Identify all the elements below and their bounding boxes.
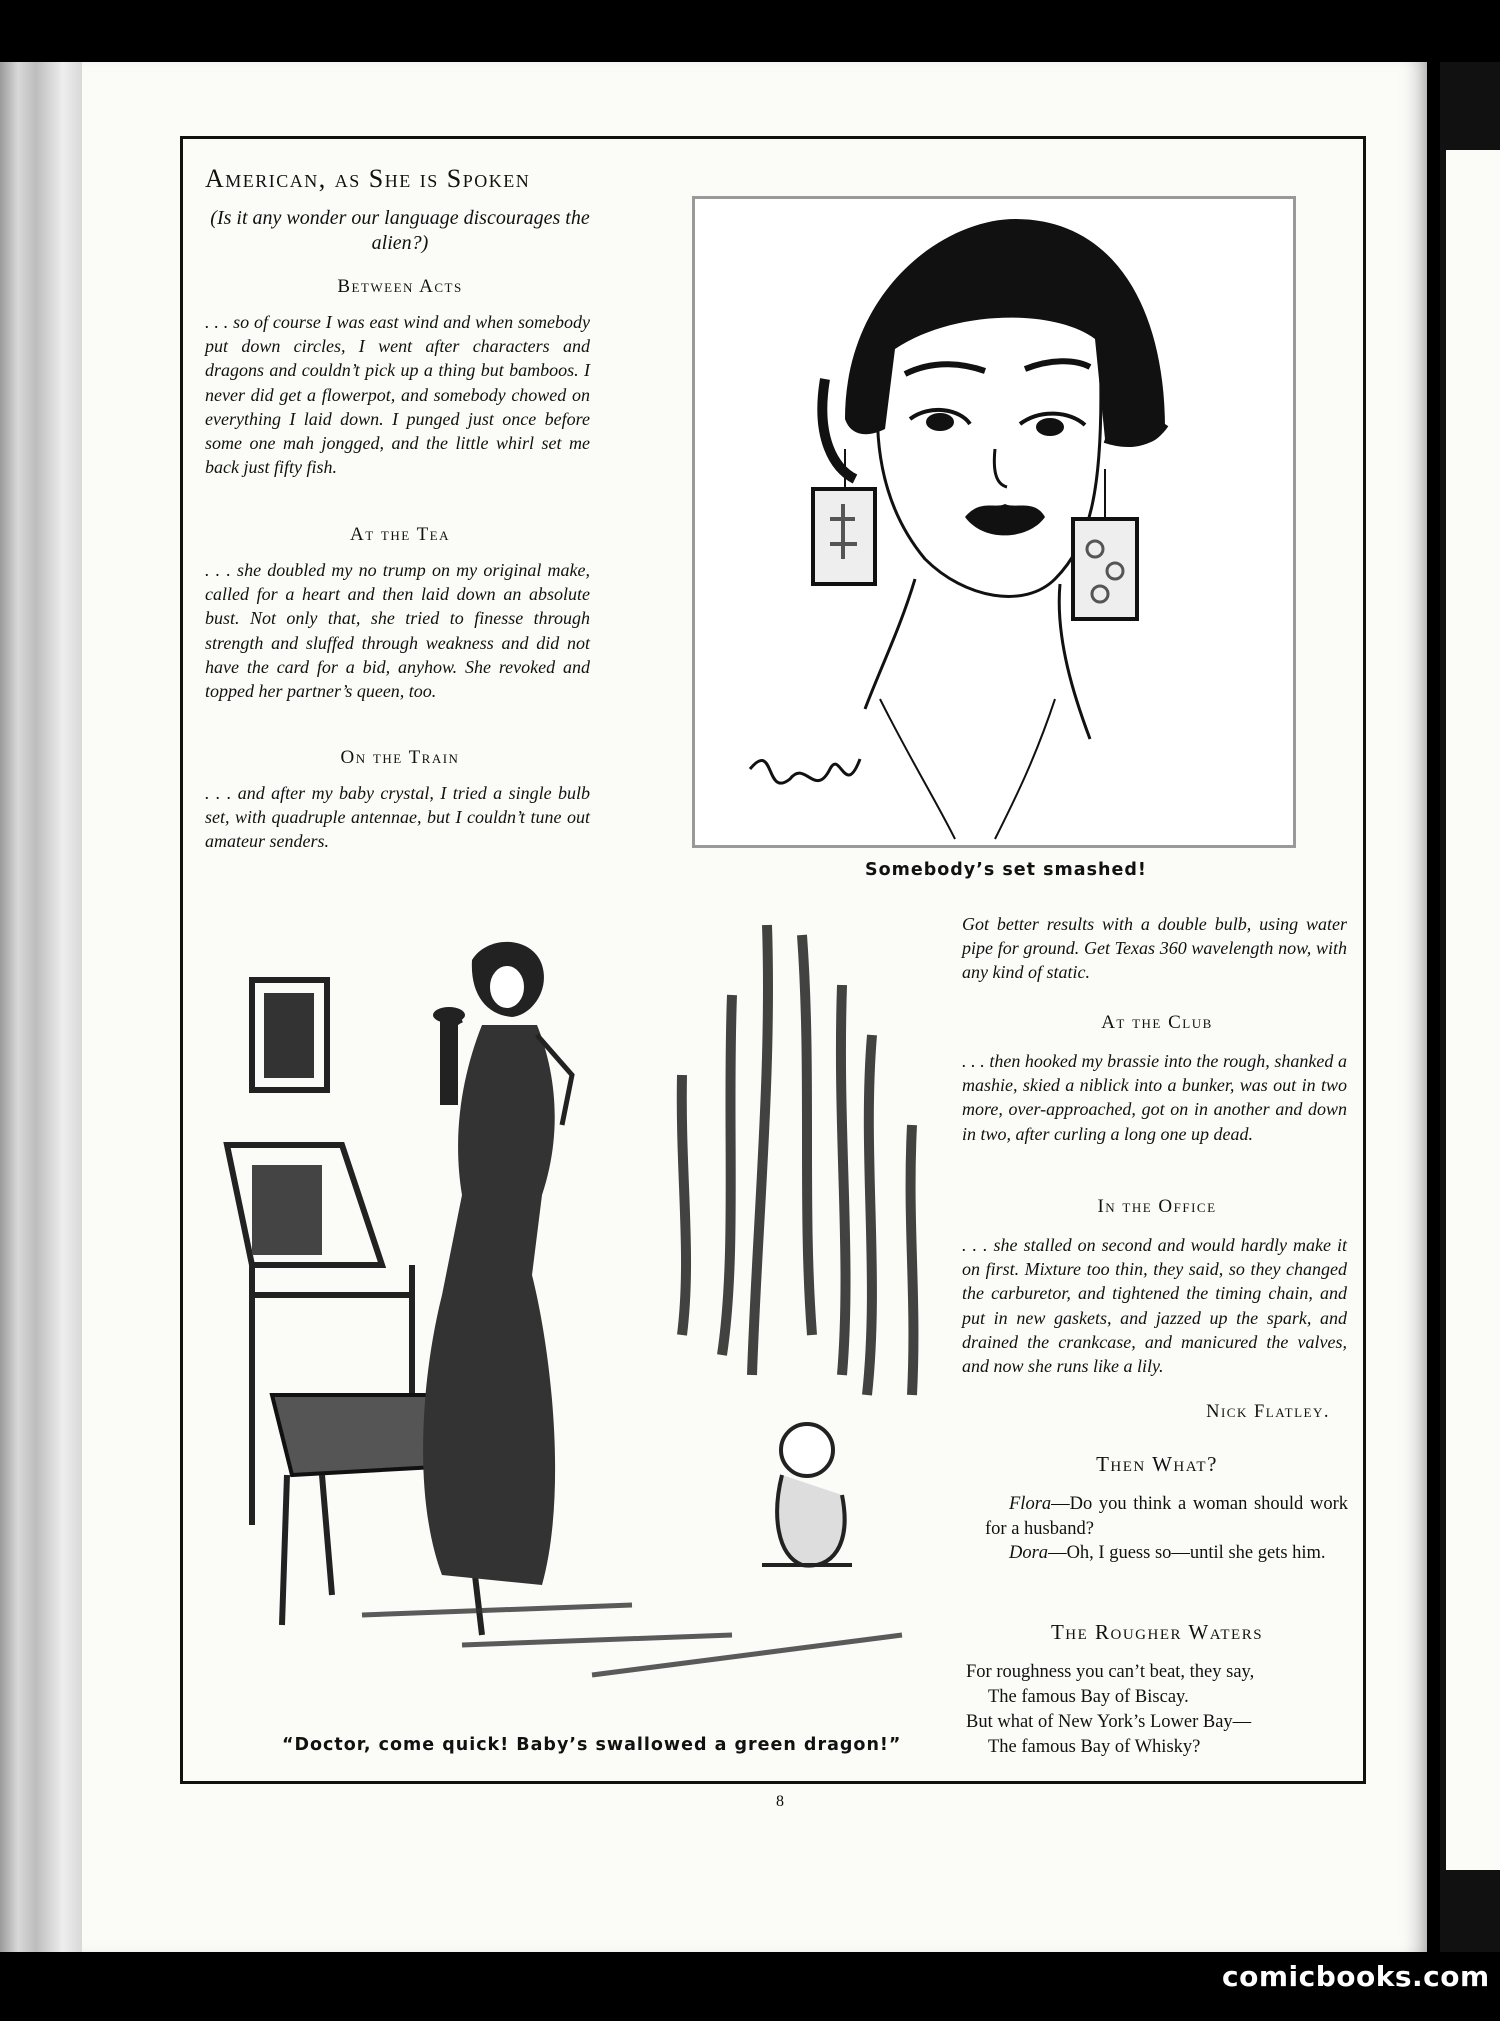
verse-rougher-waters [966, 1660, 1351, 1760]
page-number: 8 [776, 1793, 784, 1810]
illustration-bobbed-hair-woman [692, 196, 1296, 848]
section-text-on-the-train-continued: Got better results with a double bulb, using water pipe for ground. Get Texas 360 wavelength now, with any kind of static. [962, 914, 1347, 983]
section-heading-rougher-waters: The Rougher Waters [1050, 1620, 1264, 1644]
author-signature: Nick Flatley. [1206, 1402, 1330, 1422]
section-heading-at-the-tea: At the Tea [349, 524, 451, 545]
section-text-between-acts: . . . so of course I was east wind and when somebody put down circles, I went after characters and dragons and couldn’t pick up a thing but bamboos. I never did get a flowerpot, and somebody chowed on everything I laid down. I punged just once before some one mah jongged, and the little whirl set me back just fifty fish. [205, 312, 590, 478]
woman-portrait-drawing [695, 199, 1293, 845]
verse-line: The famous Bay of Whisky? [988, 1737, 1201, 1757]
dialogue-line-dora: Dora—Oh, I guess so—until she gets him. [1009, 1543, 1326, 1563]
section-heading-then-what: Then What? [1096, 1452, 1218, 1476]
caption-illustration-1: Somebody’s set smashed! [865, 860, 1147, 880]
book-left-edge [0, 62, 90, 1952]
next-page-sliver [1446, 150, 1500, 1870]
section-heading-at-the-club: At the Club [1101, 1012, 1213, 1033]
section-text-in-the-office: . . . she stalled on second and would hardly make it on first. Mixture too thin, they said, so they changed the carburetor, and tightened the timing chain, and put in new gaskets, and jazzed up the spark, and drained the crankcase, and manicured the valves, and now she runs like a lily. [962, 1235, 1347, 1377]
section-text-at-the-tea: . . . she doubled my no trump on my original make, called for a heart and then laid down an absolute bust. Not only that, she tried to finesse through strength and sluffed through weakness and did not have the card for a bid, anyhow. She revoked and topped her partner’s queen, too. [205, 560, 590, 702]
section-heading-on-the-train: On the Train [340, 747, 460, 768]
dialogue-line-flora: Flora—Do you think a woman should work for a husband? [985, 1494, 1348, 1539]
section-text-at-the-club: . . . then hooked my brassie into the rough, shanked a mashie, skied a niblick into a bunker, was out in two more, over-approached, got on in another and down in two, after curling a long one up dead. [962, 1051, 1347, 1144]
watermark: comicbooks.com [1222, 1960, 1490, 1993]
verse-line: The famous Bay of Biscay. [988, 1687, 1189, 1707]
dialogue-then-what [985, 1492, 1348, 1566]
section-heading-between-acts: Between Acts [337, 276, 463, 297]
caption-illustration-2: “Doctor, come quick! Baby’s swallowed a green dragon!” [282, 1735, 902, 1755]
woman-telephone-drawing [212, 875, 957, 1720]
article-subtitle: (Is it any wonder our language discourages the alien?) [210, 207, 590, 254]
illustration-woman-on-phone [212, 875, 957, 1720]
section-heading-in-the-office: In the Office [1097, 1196, 1217, 1217]
article-title: American, as She is Spoken [205, 164, 531, 193]
section-text-on-the-train: . . . and after my baby crystal, I tried a single bulb set, with quadruple antennae, but I couldn’t tune out amateur senders. [205, 783, 590, 852]
verse-line: But what of New York’s Lower Bay— [966, 1712, 1252, 1732]
verse-line: For roughness you can’t beat, they say, [966, 1662, 1255, 1682]
